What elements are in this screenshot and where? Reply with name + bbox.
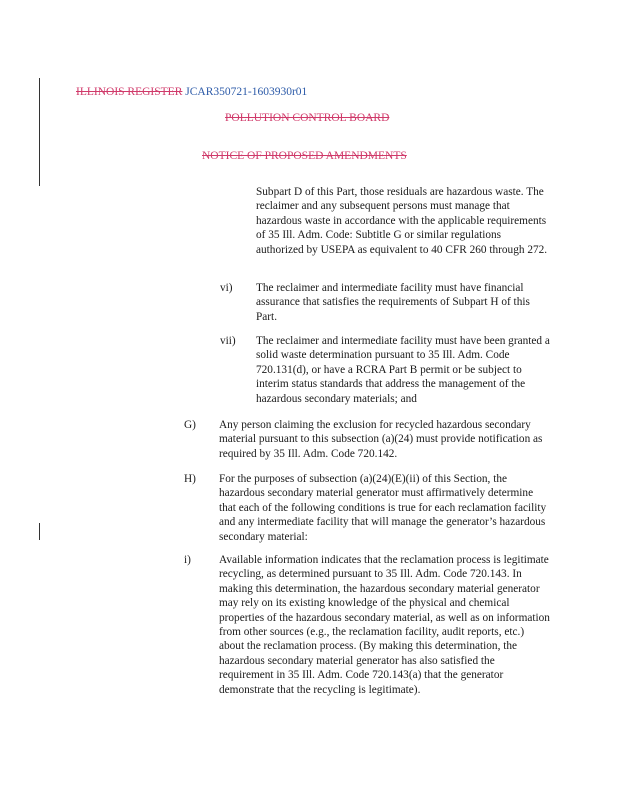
register-name: ILLINOIS REGISTER (76, 86, 183, 98)
item-g-label: G) (184, 419, 196, 431)
item-i-text: Available information indicates that the reclamation process is legitimate recycling, as determined pursuant to 35 Ill. Adm. Code 720.143. In making this determination, the hazardous secondary material generator may rely on its existing knowledge of the physical and chemical properties of the hazardous secondary material, as well as on information from other sources (e.g., the reclamation facility, audit reports, etc.) about the reclamation process. (By making this determination, the hazardous secondary material generator has also satisfied the requirement in 35 Ill. Adm. Code 720.143(a) that the generator demonstrate that the recycling is legitimate). (219, 554, 550, 696)
change-bar-middle (39, 523, 40, 540)
register-header (76, 85, 307, 99)
item-h-label: H) (184, 473, 196, 485)
item-vii-label: vii) (220, 335, 236, 347)
item-g-text: Any person claiming the exclusion for recycled hazardous secondary material pursuant to this subsection (a)(24) must provide notification as required by 35 Ill. Adm. Code 720.142. (219, 419, 543, 460)
change-bar-top (39, 78, 40, 186)
continued-paragraph: Subpart D of this Part, those residuals are hazardous waste. The reclaimer and any subsequent persons must manage that hazardous waste in accordance with the applicable requirements of 35 Ill. Adm. Code: Subtitle G or similar regulations authorized by USEPA as equivalent to 40 CFR 260 through 272. (256, 186, 548, 256)
board-name: POLLUTION CONTROL BOARD (225, 112, 390, 124)
item-vi-label: vi) (220, 282, 233, 294)
item-vi-text: The reclaimer and intermediate facility must have financial assurance that satisfies the requirements of Subpart H of this Part. (256, 282, 530, 323)
item-h-text: For the purposes of subsection (a)(24)(E)(ii) of this Section, the hazardous secondary material generator must affirmatively determine that each of the following conditions is true for each reclamation facility and any intermediate facility that will manage the generator’s hazardous secondary material: (219, 473, 547, 543)
item-i-label: i) (184, 554, 191, 566)
item-vii-text: The reclaimer and intermediate facility must have been granted a solid waste determination pursuant to 35 Ill. Adm. Code 720.131(d), or have a RCRA Part B permit or be subject to interim status standards that address the management of the hazardous secondary materials; and (256, 335, 550, 405)
notice-title: NOTICE OF PROPOSED AMENDMENTS (202, 150, 407, 162)
document-id: JCAR350721-1603930r01 (185, 86, 308, 98)
